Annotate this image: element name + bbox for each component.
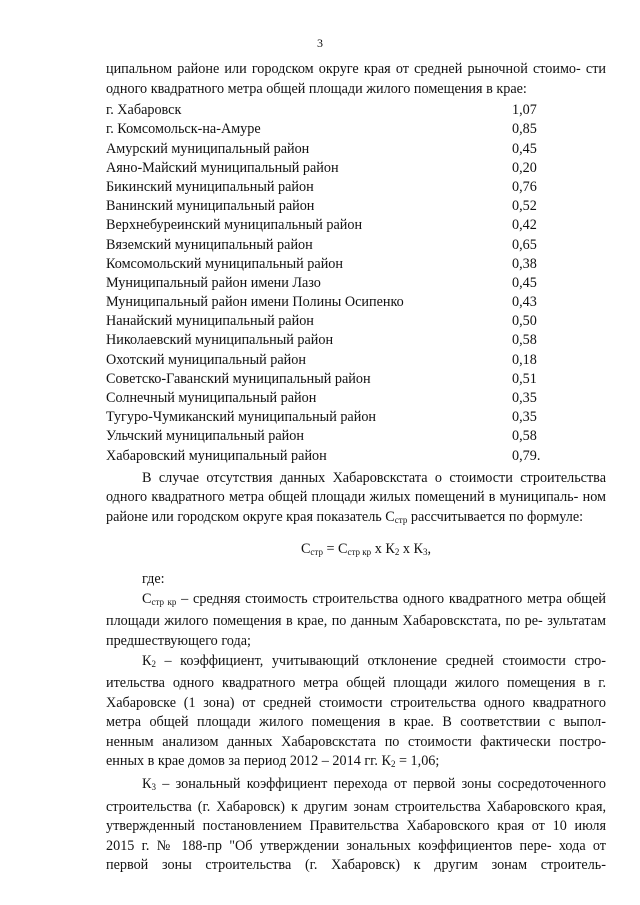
def-k2-symbol: К [142, 652, 152, 669]
coefficient-value: 0,76 [512, 178, 537, 195]
district-name: г. Хабаровск [106, 102, 182, 119]
district-name: г. Комсомольск-на-Амуре [106, 121, 261, 138]
where-label: где: [142, 571, 165, 588]
def-k2-sub: 2 [151, 658, 156, 669]
coefficient-value: 0,51 [512, 370, 537, 387]
coefficient-value: 0,50 [512, 313, 537, 330]
absence-subscript: стр [394, 514, 408, 525]
district-name: Вяземский муниципальный район [106, 236, 313, 253]
def-k3-line-3: края, утвержденный постановлением Правительства Хабаровского края от [106, 798, 607, 835]
coefficient-value: 0,52 [512, 198, 537, 215]
district-name: Амурский муниципальный район [106, 140, 310, 157]
coefficient-row [106, 274, 606, 293]
coefficient-row [106, 159, 606, 178]
def-c-line-1: – средняя стоимость строительства одного квадратного метра [176, 590, 563, 607]
coefficient-value: 0,58 [512, 332, 537, 349]
coefficient-row [106, 140, 606, 159]
absence-line-3a: ном районе или городском округе края показатель С [106, 489, 607, 525]
coefficient-row [106, 408, 606, 427]
coefficient-value: 0,79. [512, 447, 541, 464]
district-name: Бикинский муниципальный район [106, 178, 314, 195]
intro-line-2: сти одного квадратного метра общей площади жилого помещения в крае: [106, 61, 607, 97]
coefficient-value: 0,65 [512, 236, 537, 253]
coefficient-row [106, 178, 606, 197]
coefficient-row [106, 312, 606, 331]
coefficient-row [106, 236, 606, 255]
formula-c: С [300, 540, 311, 557]
formula [106, 540, 606, 563]
district-name: Нанайский муниципальный район [106, 313, 314, 330]
def-k3-line-4: 10 июля 2015 г. № 188-пр "Об утверждении зональных коэффициентов пере- [106, 818, 606, 854]
def-k3-line-2: строительства (г. Хабаровск) к другим зонам строительства Хабаровского [106, 798, 570, 815]
coefficient-value: 0,38 [512, 255, 537, 272]
coefficient-value: 0,85 [512, 121, 537, 138]
coefficient-row [106, 447, 606, 466]
coefficient-value: 0,45 [512, 140, 537, 157]
def-k3-line-5: хода от первой зоны строительства (г. Хабаровск) к другим зонам строитель- [106, 837, 606, 874]
intro-line-1: ципальном районе или городском округе края от средней рыночной стоимо- [106, 61, 581, 77]
district-name: Советско-Гаванский муниципальный район [106, 370, 371, 387]
formula-eq: = С [322, 540, 348, 557]
coefficient-value: 0,43 [512, 294, 537, 311]
def-k2-line-5: ненным анализом данных Хабаровскстата по стоимости фактически постро- [106, 733, 606, 750]
district-name: Ванинский муниципальный район [106, 198, 315, 215]
district-name: Николаевский муниципальный район [106, 332, 334, 349]
absence-line-3b: рассчитывается по [407, 508, 524, 525]
coefficient-row [106, 370, 606, 389]
absence-paragraph [106, 469, 606, 531]
coefficient-row [106, 101, 606, 120]
absence-line-2: одного квадратного метра общей площади жилых помещений в муниципаль- [106, 489, 579, 506]
formula-k3-sub: 3 [423, 546, 428, 557]
definition-c-str-kr [106, 590, 606, 652]
document-body [106, 60, 606, 876]
absence-line-4: формуле: [527, 508, 584, 525]
coefficient-row [106, 216, 606, 235]
coefficient-value: 0,45 [512, 274, 537, 291]
def-c-line-3: зультатам предшествующего года; [106, 613, 607, 649]
def-k3-symbol: К [142, 776, 152, 793]
district-name: Комсомольский муниципальный район [106, 255, 343, 272]
district-name: Аяно-Майский муниципальный район [106, 159, 339, 176]
coefficient-value: 0,20 [512, 159, 537, 176]
intro-paragraph [106, 60, 606, 99]
formula-x-k3: х К [399, 540, 423, 557]
def-c-symbol: С [142, 590, 152, 607]
coefficient-row [106, 293, 606, 312]
def-k2-line-6b: = 1,06; [395, 753, 440, 770]
def-k2-line-6-sub: 2 [390, 759, 396, 770]
coefficient-table [106, 101, 606, 466]
coefficient-row [106, 331, 606, 350]
coefficient-row [106, 197, 606, 216]
def-k2-line-2: ительства одного квадратного метра общей площади жилого помещения в г. [106, 675, 606, 692]
definition-k3 [106, 775, 606, 876]
def-c-line-2: общей площади жилого помещения в крае, по данным Хабаровскстата, по ре- [106, 590, 606, 630]
district-name: Муниципальный район имени Лазо [106, 274, 321, 291]
formula-c-sub: стр [310, 546, 323, 557]
coefficient-row [106, 427, 606, 446]
district-name: Ульчский муниципальный район [106, 428, 304, 445]
coefficient-row [106, 351, 606, 370]
district-name: Хабаровский муниципальный район [106, 447, 327, 464]
district-name: Верхнебуреинский муниципальный район [106, 217, 363, 234]
absence-line-1: В случае отсутствия данных Хабаровскстата о стоимости строительства [142, 469, 606, 486]
coefficient-value: 0,18 [512, 351, 537, 368]
def-k3-line-1: – зональный коэффициент перехода от первой зоны сосредоточенного [155, 776, 606, 793]
district-name: Солнечный муниципальный район [106, 390, 317, 406]
definition-k2 [106, 652, 606, 776]
formula-x-k2: х К [371, 540, 395, 557]
def-k2-line-3: Хабаровске (1 зона) от средней стоимости строительства одного квадратного [106, 694, 606, 711]
page-number: 3 [317, 36, 323, 50]
coefficient-value: 0,35 [512, 390, 537, 406]
def-k2-line-6a: енных в крае домов за период 2012 – 2014 гг. К [106, 753, 391, 770]
def-c-sub: стр кр [151, 596, 177, 607]
coefficient-row [106, 120, 606, 139]
formula-tail: , [427, 540, 432, 557]
coefficient-value: 1,07 [512, 102, 537, 119]
district-name: Охотский муниципальный район [106, 351, 306, 368]
formula-k2-sub: 2 [394, 546, 400, 557]
formula-ckr-sub: стр кр [347, 546, 372, 557]
district-name: Муниципальный район имени Полины Осипенко [106, 294, 404, 311]
def-k3-sub: 3 [151, 782, 156, 793]
coefficient-row [106, 389, 606, 408]
coefficient-row [106, 255, 606, 274]
district-name: Тугуро-Чумиканский муниципальный район [106, 409, 377, 426]
def-k2-line-4: метра общей площади жилого помещения в крае. В соответствии с выпол- [106, 714, 606, 731]
def-k2-line-1: – коэффициент, учитывающий отклонение средней стоимости стро- [155, 652, 606, 669]
coefficient-value: 0,42 [512, 217, 537, 234]
coefficient-value: 0,58 [512, 428, 537, 445]
coefficient-value: 0,35 [512, 409, 537, 426]
